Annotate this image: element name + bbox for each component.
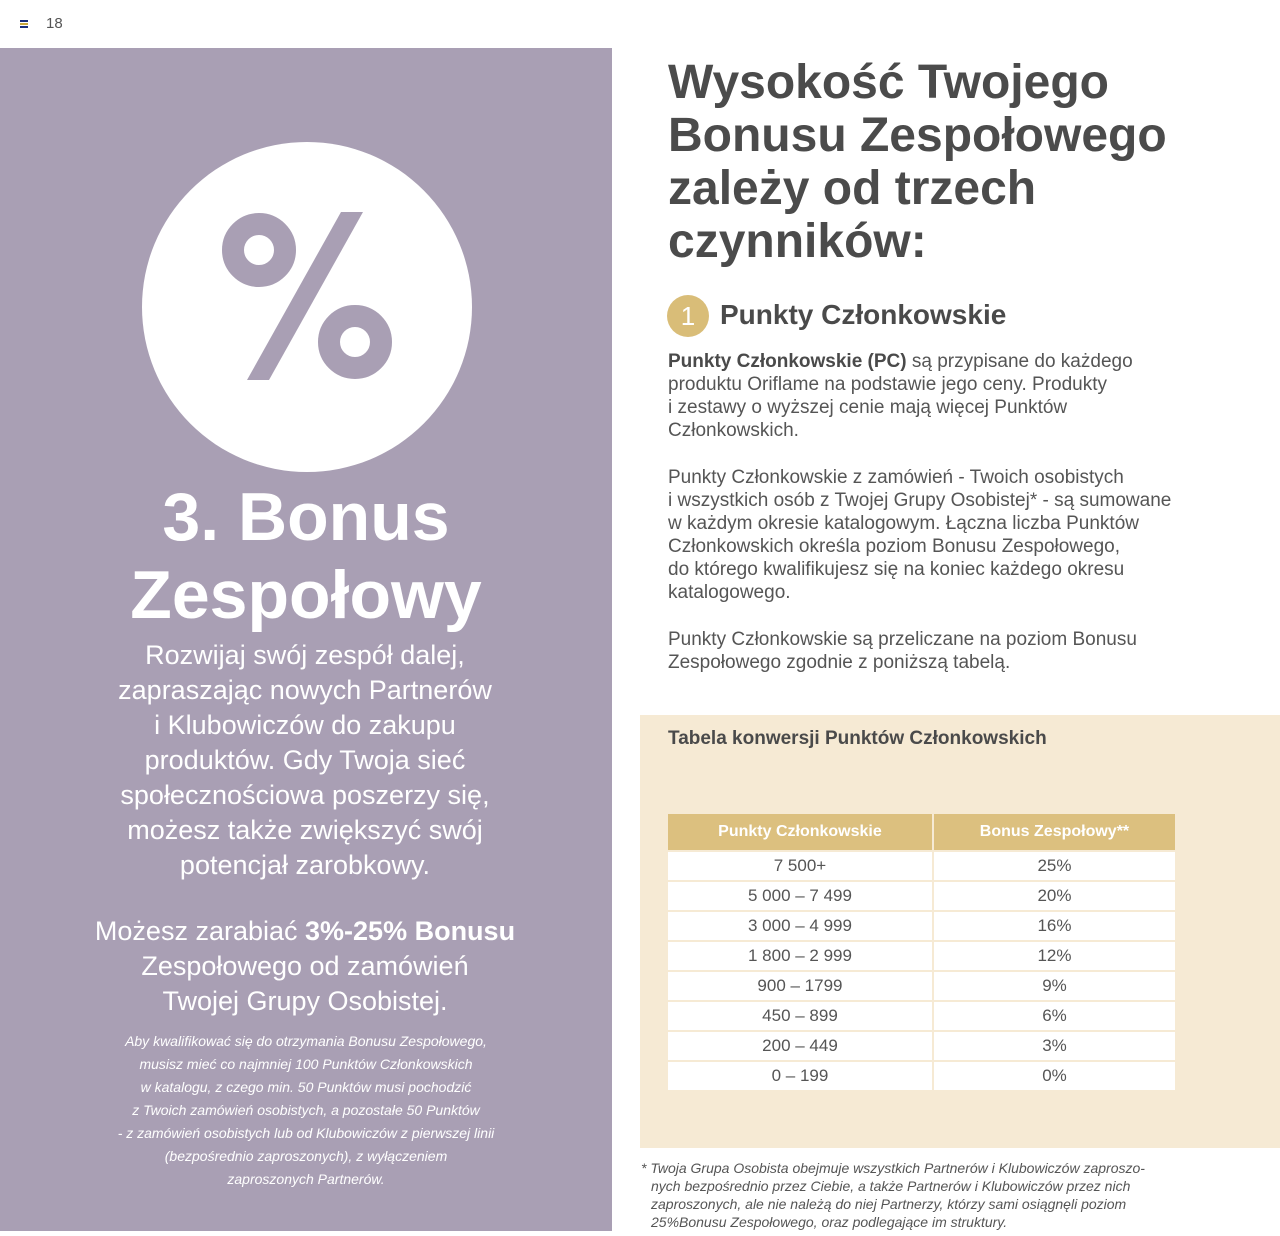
earn-text: Możesz zarabiać 3%-25% Bonusu Zespołowego od zamówień Twojej Grupy Osobistej. [94,916,516,1016]
table-cell: 25% [933,851,1175,881]
table-row [668,971,1175,1001]
table-cell: 1 800 – 2 999 [668,941,933,971]
table-cell: 16% [933,911,1175,941]
table-cell: 7 500+ [668,851,933,881]
qualification-note: Aby kwalifikować się do otrzymania Bonusu Zespołowego, musisz mieć co najmniej 100 Punktów Członkowskich w katalogu, z czego min. 50 Punktów musi pochodzić z Twoich zamówień osobistych, a pozostałe 50 Punktów - z zamówień osobistych lub od Klubowiczów z pierwszej linii (bezpośrednio zaproszonych), z wyłączeniem zaproszonych Partnerów. [117,1033,495,1187]
table-cell: 3% [933,1031,1175,1061]
top-bar [0,0,1280,48]
paragraph-1: Punkty Członkowskie (PC) są przypisane do każdego produktu Oriflame na podstawie jego ceny. Produkty i zestawy o wyższej cenie mają więcej Punktów Członkowskich. [668,351,1133,441]
table-header-row [668,814,1175,851]
paragraph-3: Punkty Członkowskie są przeliczane na poziom Bonusu Zespołowego zgodnie z poniższą tabelą. [668,629,1137,673]
table-cell: 0% [933,1061,1175,1090]
intro-text: Rozwijaj swój zespół dalej, zapraszając nowych Partnerów i Klubowiczów do zakupu produktów. Gdy Twoja sieć społecznościowa poszerzy się, możesz także zwiększyć swój potencjał zarobkowy. [118,640,492,880]
table-cell: 0 – 199 [668,1061,933,1090]
table-row [668,1061,1175,1090]
table-cell: 5 000 – 7 499 [668,881,933,911]
table-cell: 20% [933,881,1175,911]
table-cell: 200 – 449 [668,1031,933,1061]
page-number: 18 [46,15,63,32]
table-row [668,1031,1175,1061]
table-row [668,881,1175,911]
paragraph-2: Punkty Członkowskie z zamówień - Twoich osobistych i wszystkich osób z Twojej Grupy Osobistej* - są sumowane w każdym okresie katalogowym. Łączna liczba Punktów Członkowskich określa poziom Bonusu Zespołowego, do którego kwalifikujesz się na koniec każdego okresu katalogowego. [668,467,1172,603]
table-title: Tabela konwersji Punktów Członkowskich [668,728,1047,749]
percent-circle [142,142,472,472]
table-cell: 12% [933,941,1175,971]
table-row [668,911,1175,941]
page-heading: Wysokość Twojego Bonusu Zespołowego zależy od trzech czynników: [668,56,1167,268]
conversion-table [668,814,1175,1090]
percent-icon [221,212,393,380]
table-cell: 450 – 899 [668,1001,933,1031]
table-row [668,941,1175,971]
factor-number-badge: 1 [667,295,709,337]
flag-icon [20,20,28,27]
table-cell: 900 – 1799 [668,971,933,1001]
footnote: * Twoja Grupa Osobista obejmuje wszystkich Partnerów i Klubowiczów zaproszo- nych bezpośrednio przez Ciebie, a także Partnerów i Klubowiczów przez nich zaproszonych, ale nie należą do niej Partnerzy, którzy sami osiągnęli poziom 25%Bonusu Zespołowego, oraz podlegające im struktury. [641,1160,1145,1230]
column-header: Punkty Członkowskie [668,814,933,851]
table-row [668,851,1175,881]
factor-title: Punkty Członkowskie [720,299,1007,330]
table-cell: 6% [933,1001,1175,1031]
section-title: 3. Bonus Zespołowy [130,479,482,633]
table-cell: 3 000 – 4 999 [668,911,933,941]
table-cell: 9% [933,971,1175,1001]
column-header: Bonus Zespołowy** [933,814,1175,851]
table-row [668,1001,1175,1031]
